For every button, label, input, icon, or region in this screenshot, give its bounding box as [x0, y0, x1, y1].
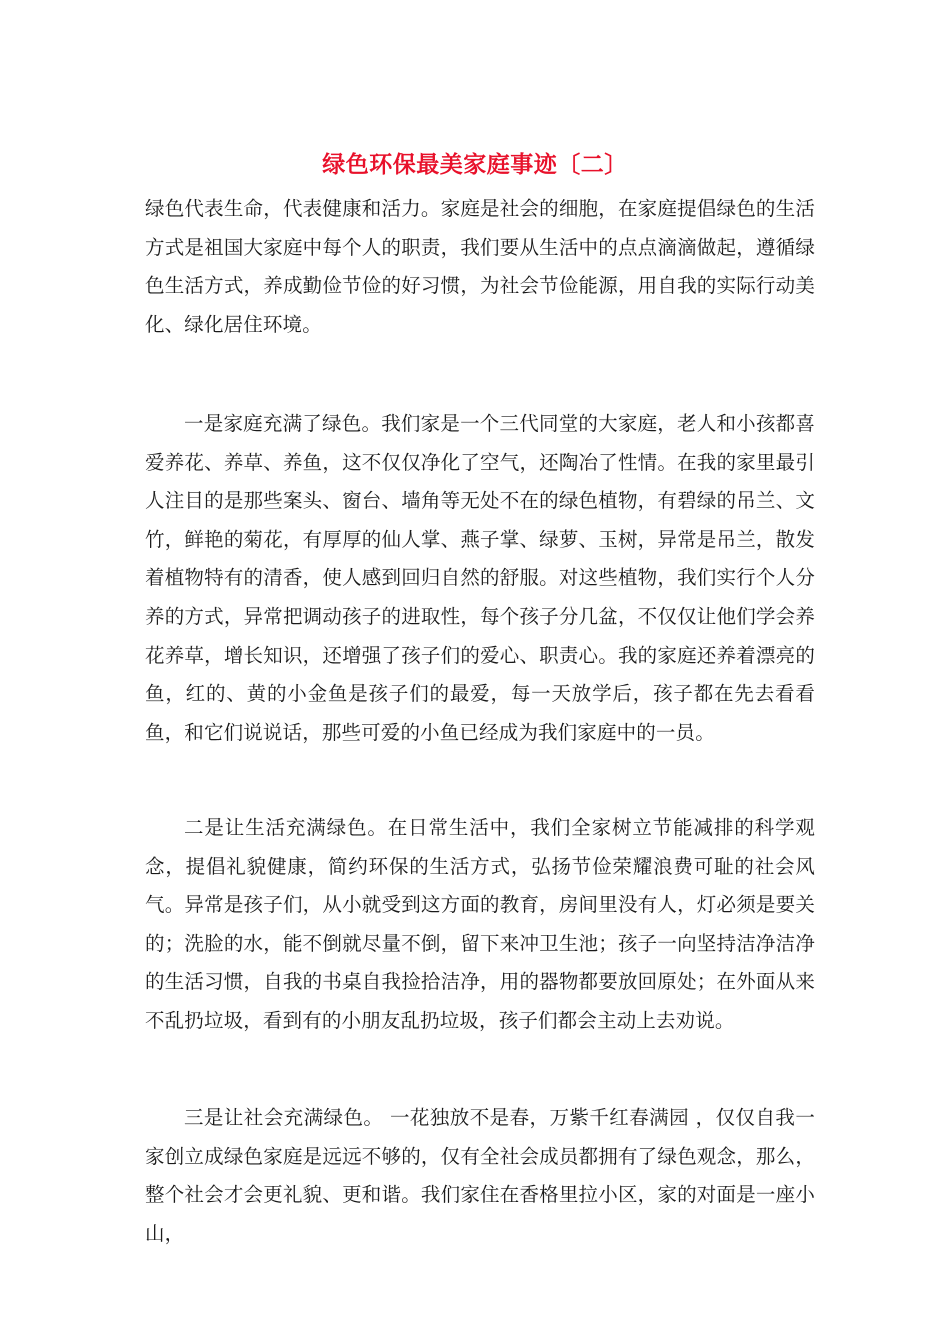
- paragraph-two: 二是让生活充满绿色。在日常生活中，我们全家树立节能减排的科学观念，提倡礼貌健康，简约环保的生活方式，弘扬节俭荣耀浪费可耻的社会风气。异常是孩子们，从小就受到这方面的教育，房间里没有人，灯必须是要关的；洗脸的水，能不倒就尽量不倒，留下来冲卫生池；孩子一向坚持洁净洁净的生活习惯，自我的书桌自我捡拾洁净，用的器物都要放回原处；在外面从来不乱扔垃圾，看到有的小朋友乱扔垃圾，孩子们都会主动上去劝说。: [145, 816, 815, 1032]
- paragraph-three: 三是让社会充满绿色。 一花独放不是春，万紫千红春满园 ，仅仅自我一家创立成绿色家庭是远远不够的，仅有全社会成员都拥有了绿色观念，那么，整个社会才会更礼貌、更和谐。我们家住在香格里拉小区，家的对面是一座小山，: [145, 1106, 815, 1245]
- paragraph-intro: 绿色代表生命，代表健康和活力。家庭是社会的细胞，在家庭提倡绿色的生活方式是祖国大家庭中每个人的职责，我们要从生活中的点点滴滴做起，遵循绿色生活方式，养成勤俭节俭的好习惯，为社会节俭能源，用自我的实际行动美化、绿化居住环境。: [145, 197, 815, 336]
- paragraph-one: 一是家庭充满了绿色。我们家是一个三代同堂的大家庭，老人和小孩都喜爱养花、养草、养鱼，这不仅仅净化了空气，还陶冶了性情。在我的家里最引人注目的是那些案头、窗台、墙角等无处不在的绿色植物，有碧绿的吊兰、文竹，鲜艳的菊花，有厚厚的仙人掌、燕子掌、绿萝、玉树，异常是吊兰，散发着植物特有的清香，使人感到回归自然的舒服。对这些植物，我们实行个人分养的方式，异常把调动孩子的进取性，每个孩子分几盆，不仅仅让他们学会养花养草，增长知识，还增强了孩子们的爱心、职责心。我的家庭还养着漂亮的鱼，红的、黄的小金鱼是孩子们的最爱，每一天放学后，孩子都在先去看看鱼，和它们说说话，那些可爱的小鱼已经成为我们家庭中的一员。: [145, 412, 815, 744]
- document-title: 绿色环保最美家庭事迹〔二〕: [322, 151, 628, 178]
